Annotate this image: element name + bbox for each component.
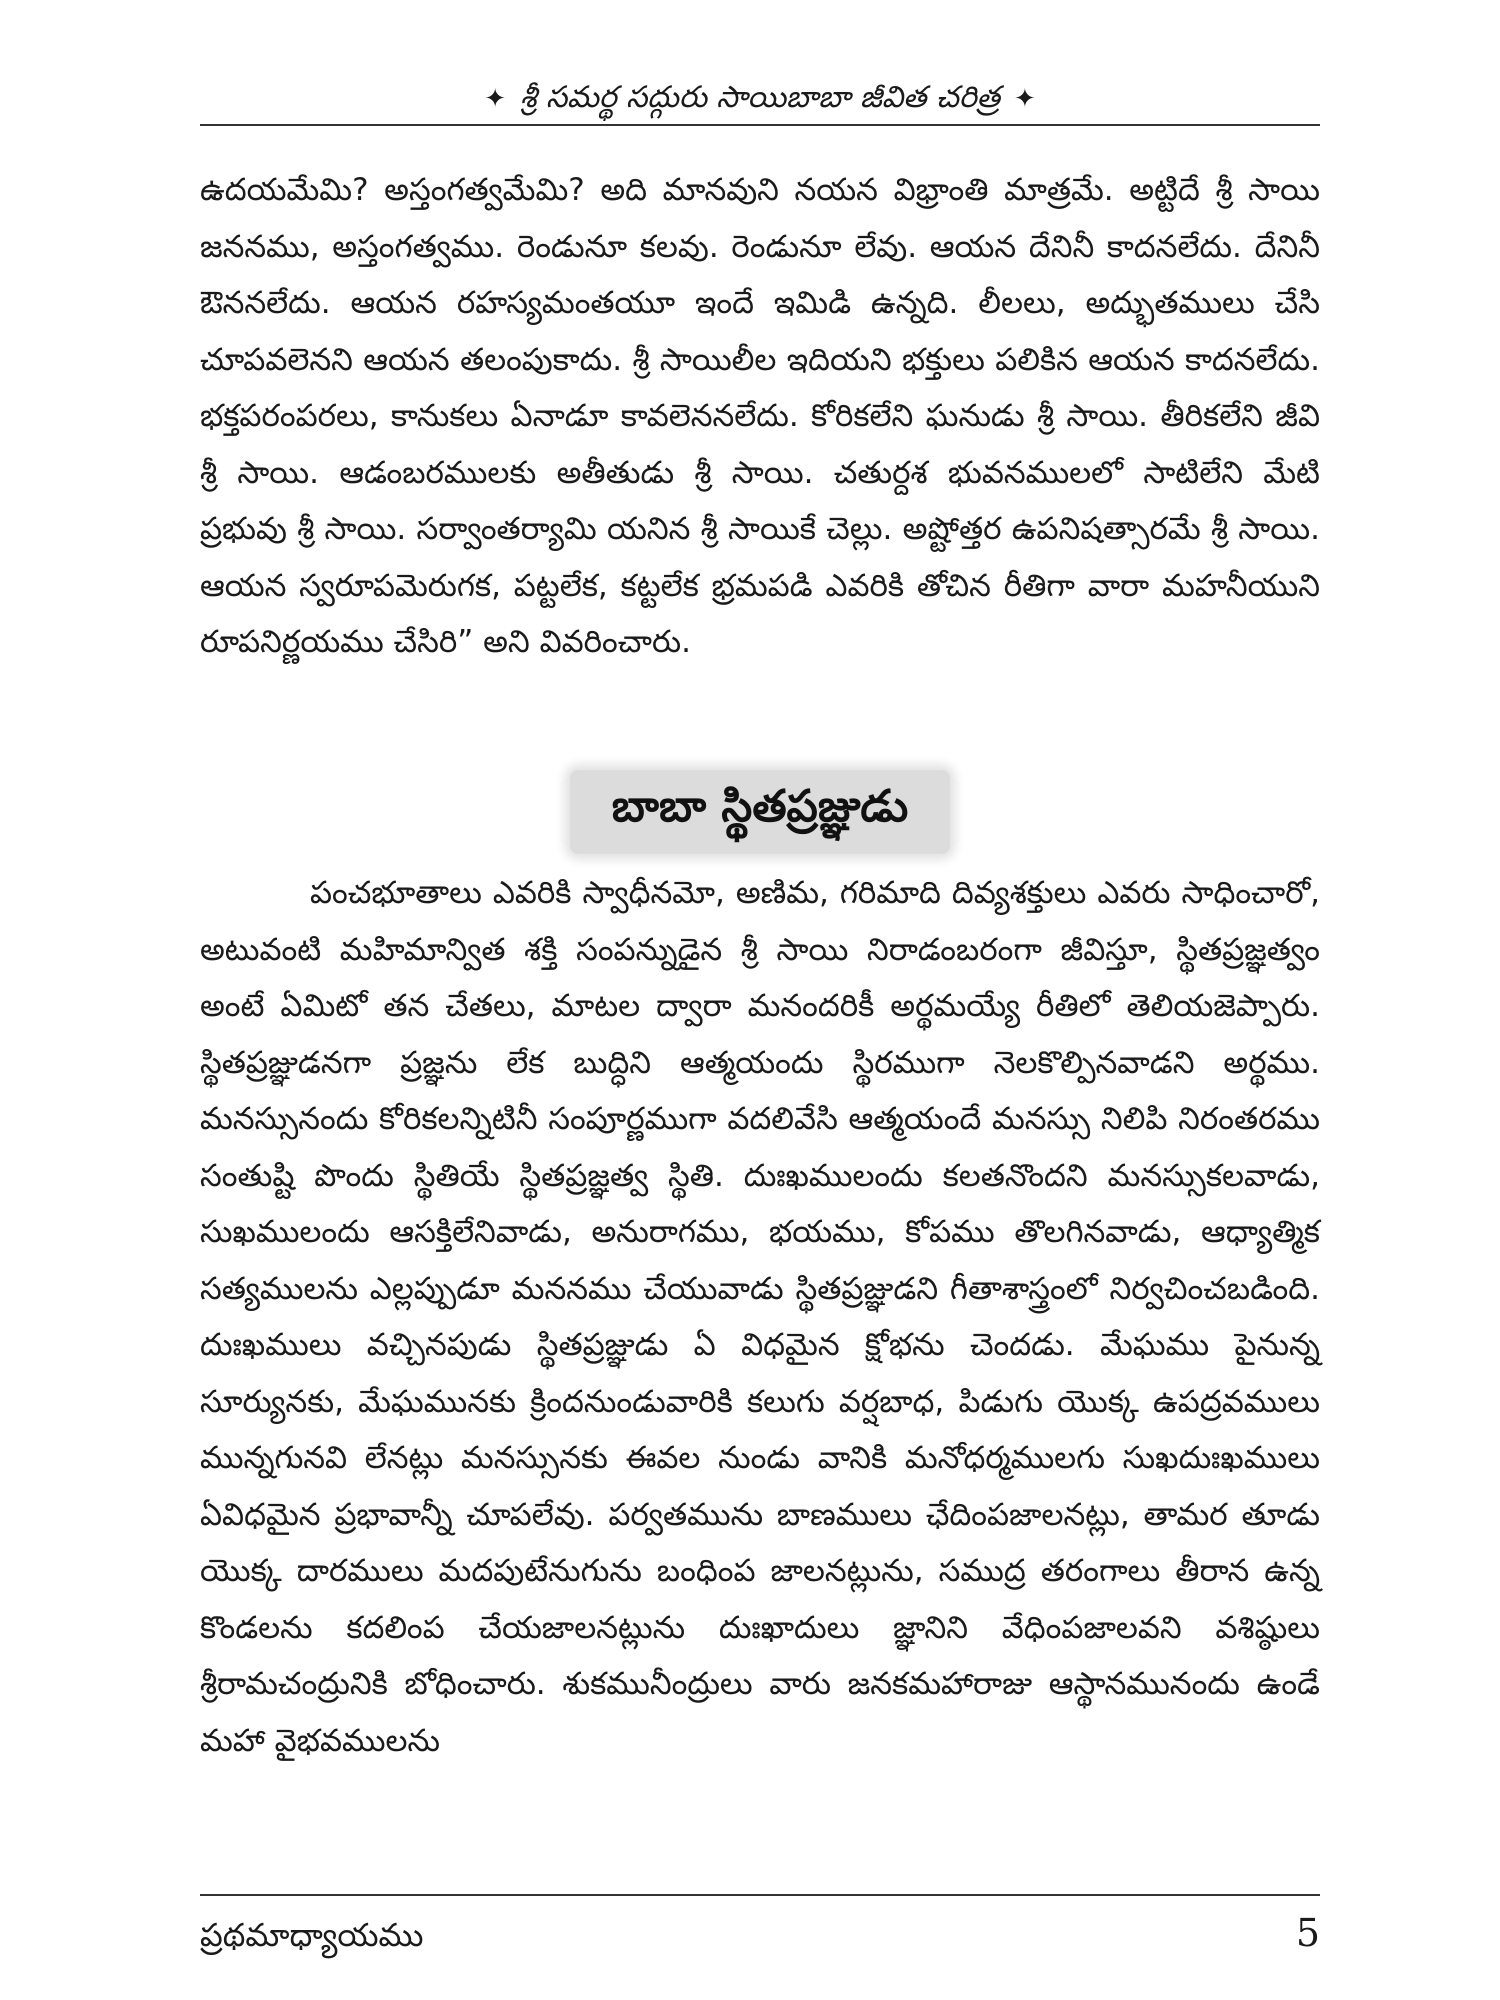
page-number: 5	[1295, 1911, 1320, 1955]
body-text-upper	[200, 162, 1320, 671]
paragraph-2: పంచభూతాలు ఎవరికి స్వాధీనమో, అణిమ, గరిమాది దివ్యశక్తులు ఎవరు సాధించారో, అటువంటి మహిమాన్విత శక్తి సంపన్నుడైన శ్రీ సాయి నిరాడంబరంగా జీవిస్తూ, స్థితప్రజ్ఞత్వం అంటే ఏమిటో తన చేతలు, మాటల ద్వారా మనందరికీ అర్థమయ్యే రీతిలో తెలియజెప్పారు. స్థితప్రజ్ఞుడనగా ప్రజ్ఞను లేక బుద్ధిని ఆత్మయందు స్థిరముగా నెలకొల్పినవాడని అర్థము. మనస్సునందు కోరికలన్నిటినీ సంపూర్ణముగా వదలివేసి ఆత్మయందే మనస్సు నిలిపి నిరంతరము సంతుష్టి పొందు స్థితియే స్థితప్రజ్ఞత్వ స్థితి. దుఃఖములందు కలతనొందని మనస్సుకలవాడు, సుఖములందు ఆసక్తిలేనివాడు, అనురాగము, భయము, కోపము తొలగినవాడు, ఆధ్యాత్మిక సత్యములను ఎల్లప్పుడూ మననము చేయువాడు స్థితప్రజ్ఞుడని గీతాశాస్త్రంలో నిర్వచించబడింది. దుఃఖములు వచ్చినపుడు స్థితప్రజ్ఞుడు ఏ విధమైన క్షోభను చెందడు. మేఘము పైనున్న సూర్యునకు, మేఘమునకు క్రిందనుండువారికి కలుగు వర్షబాధ, పిడుగు యొక్క ఉపద్రవములు మున్నగునవి లేనట్లు మనస్సునకు ఈవల నుండు వానికి మనోధర్మములగు సుఖదుఃఖములు ఏవిధమైన ప్రభావాన్నీ చూపలేవు. పర్వతమును బాణములు ఛేదింపజాలనట్లు, తామర తూడు యొక్క దారములు మదపుటేనుగును బంధింప జాలనట్లును, సముద్ర తరంగాలు తీరాన ఉన్న కొండలను కదలింప చేయజాలనట్లును దుఃఖాదులు జ్ఞానిని వేధింపజాలవని వశిష్ఠులు శ్రీరామచంద్రునికి బోధించారు. శుకమునీంద్రులు వారు జనకమహారాజు ఆస్థానమునందు ఉండే మహా వైభవములను	[200, 875, 1320, 1759]
section-heading: బాబా స్థితప్రజ్ఞుడు	[611, 781, 909, 832]
paragraph-1: ఉదయమేమి? అస్తంగత్వమేమి? అది మానవుని నయన విభ్రాంతి మాత్రమే. అట్టిదే శ్రీ సాయి జననము, అస్తంగత్వము. రెండునూ కలవు. రెండునూ లేవు. ఆయన దేనినీ కాదనలేదు. దేనినీ ఔననలేదు. ఆయన రహస్యమంతయూ ఇందే ఇమిడి ఉన్నది. లీలలు, అద్భుతములు చేసి చూపవలెనని ఆయన తలంపుకాదు. శ్రీ సాయిలీల ఇదియని భక్తులు పలికిన ఆయన కాదనలేదు. భక్తపరంపరలు, కానుకలు ఏనాడూ కావలెననలేదు. కోరికలేని ఘనుడు శ్రీ సాయి. తీరికలేని జీవి శ్రీ సాయి. ఆడంబరములకు అతీతుడు శ్రీ సాయి. చతుర్దశ భువనములలో సాటిలేని మేటి ప్రభువు శ్రీ సాయి. సర్వాంతర్యామి యనిన శ్రీ సాయికే చెల్లు. అష్టోత్తర ఉపనిషత్సారమే శ్రీ సాయి. ఆయన స్వరూపమెరుగక, పట్టలేక, కట్టలేక భ్రమపడి ఎవరికి తోచిన రీతిగా వారా మహనీయుని రూపనిర్ణయము చేసిరి” అని వివరించారు.	[200, 172, 1320, 660]
running-header	[200, 78, 1320, 119]
header-ornament-right: ✦	[1013, 84, 1036, 114]
footer-rule	[200, 1894, 1320, 1896]
chapter-name: ప్రథమాధ్యాయము	[200, 1916, 424, 1954]
header-rule	[200, 124, 1320, 126]
body-text-lower	[200, 865, 1320, 1769]
header-title: శ్రీ సమర్థ సద్గురు సాయిబాబా జీవిత చరిత్ర	[520, 80, 1000, 115]
section-heading-box	[570, 770, 950, 854]
header-ornament-left: ✦	[484, 84, 507, 114]
